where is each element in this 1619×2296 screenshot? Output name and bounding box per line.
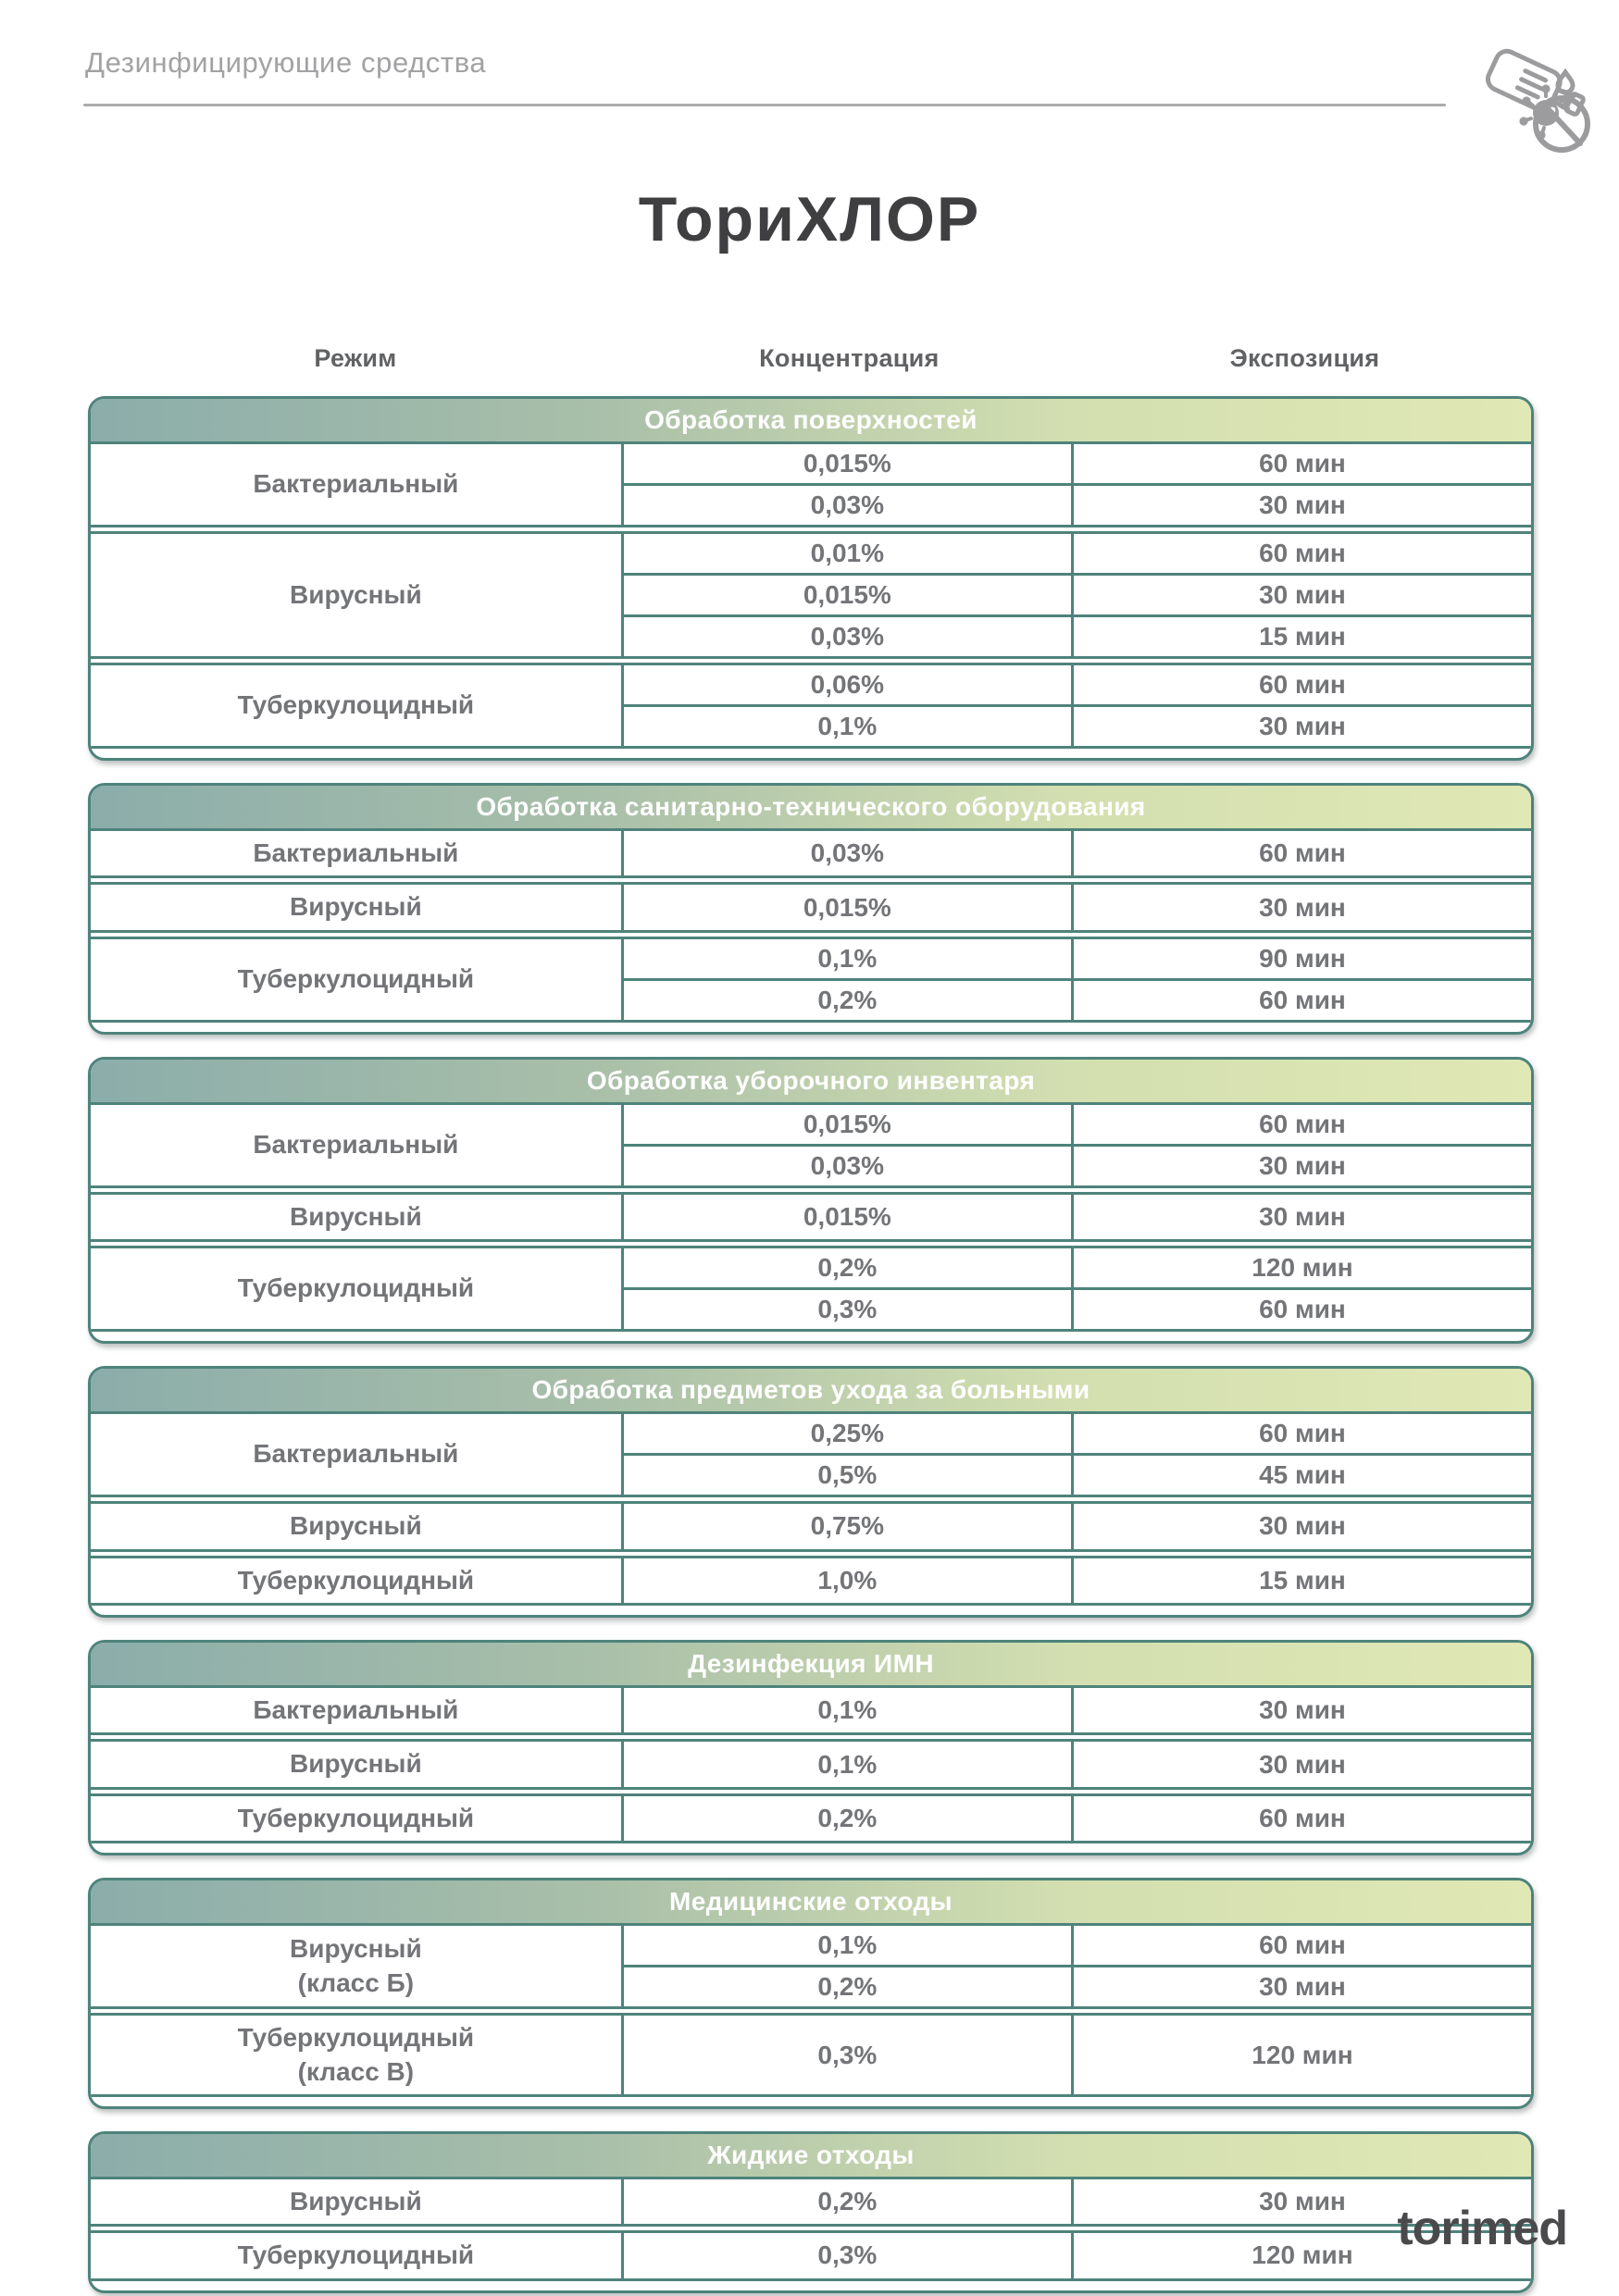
category-label: Дезинфицирующие средства bbox=[85, 46, 487, 79]
table-section-title: Жидкие отходы bbox=[91, 2134, 1531, 2179]
concentration-cell: 0,01% bbox=[624, 534, 1074, 573]
exposure-cell: 15 мин bbox=[1259, 622, 1346, 651]
table-row bbox=[624, 1453, 1531, 1495]
table-row bbox=[624, 665, 1531, 704]
mode-cell bbox=[91, 2016, 624, 2094]
mode-label: Вирусный bbox=[290, 1934, 422, 1964]
concentration-cell: 0,015% bbox=[624, 444, 1074, 483]
mode-cell bbox=[91, 1105, 624, 1185]
exposure-cell: 30 мин bbox=[1259, 1695, 1346, 1725]
mode-rows bbox=[624, 2233, 1531, 2277]
brand-logo: torimed bbox=[1397, 2202, 1567, 2255]
mode-cell bbox=[91, 1414, 624, 1495]
mode-cell bbox=[91, 534, 624, 656]
page-title: ТориХЛОР bbox=[638, 184, 981, 254]
concentration-cell: 0,015% bbox=[624, 1195, 1074, 1239]
mode-cell bbox=[91, 2233, 624, 2277]
concentration-cell: 0,03% bbox=[624, 617, 1074, 656]
table-row bbox=[624, 1558, 1531, 1603]
table-row bbox=[624, 444, 1531, 483]
concentration-cell: 0,1% bbox=[624, 939, 1074, 978]
mode-label: Туберкулоцидный bbox=[237, 1273, 475, 1303]
mode-cell bbox=[91, 1742, 624, 1786]
table-row bbox=[624, 1248, 1531, 1287]
mode-rows bbox=[624, 1926, 1531, 2006]
concentration-cell: 0,03% bbox=[624, 486, 1074, 525]
mode-label: Бактериальный bbox=[253, 1694, 459, 1724]
concentration-cell: 0,3% bbox=[624, 1290, 1074, 1329]
mode-rows bbox=[624, 1504, 1531, 1548]
treatment-table bbox=[88, 1878, 1534, 2109]
mode-group bbox=[91, 1793, 1531, 1843]
concentration-cell: 0,03% bbox=[624, 1147, 1074, 1185]
mode-group bbox=[91, 937, 1531, 1023]
exposure-cell: 30 мин bbox=[1259, 1150, 1346, 1180]
table-section-title: Медицинские отходы bbox=[91, 1880, 1531, 1926]
mode-rows bbox=[624, 885, 1531, 929]
mode-group bbox=[91, 663, 1531, 749]
table-row bbox=[624, 573, 1531, 614]
exposure-cell: 120 мин bbox=[1252, 2240, 1353, 2270]
mode-label: (класс В) bbox=[297, 2056, 415, 2086]
table-row bbox=[624, 1195, 1531, 1239]
table-section-title: Дезинфекция ИМН bbox=[91, 1643, 1531, 1688]
mode-label: (класс Б) bbox=[297, 1967, 415, 1997]
mode-rows bbox=[624, 444, 1531, 525]
table-row bbox=[624, 939, 1531, 978]
mode-group bbox=[91, 1246, 1531, 1332]
mode-rows bbox=[624, 1414, 1531, 1495]
mode-group bbox=[91, 2179, 1531, 2227]
mode-label: Туберкулоцидный bbox=[237, 2240, 475, 2270]
mode-group bbox=[91, 1556, 1531, 1606]
mode-cell bbox=[91, 1926, 624, 2006]
mode-group bbox=[91, 831, 1531, 878]
mode-label: Вирусный bbox=[290, 579, 422, 609]
concentration-cell: 0,03% bbox=[624, 831, 1074, 875]
table-row bbox=[624, 534, 1531, 573]
exposure-cell: 30 мин bbox=[1259, 892, 1346, 922]
mode-label: Вирусный bbox=[290, 1201, 422, 1231]
mode-group bbox=[91, 882, 1531, 932]
exposure-cell: 60 мин bbox=[1259, 1803, 1346, 1832]
mode-group bbox=[91, 1501, 1531, 1551]
column-header-mode: Режим bbox=[314, 344, 397, 372]
bottle-pouring-no-germs-icon bbox=[1470, 20, 1600, 159]
concentration-cell: 0,25% bbox=[624, 1414, 1074, 1453]
mode-label: Бактериальный bbox=[253, 469, 459, 499]
mode-cell bbox=[91, 831, 624, 875]
mode-group bbox=[91, 1688, 1531, 1735]
table-row bbox=[624, 1414, 1531, 1453]
mode-label: Туберкулоцидный bbox=[237, 964, 475, 994]
treatment-table bbox=[88, 783, 1534, 1035]
mode-rows bbox=[624, 2179, 1531, 2224]
mode-group bbox=[91, 1926, 1531, 2009]
exposure-cell: 30 мин bbox=[1259, 1511, 1346, 1541]
mode-cell bbox=[91, 444, 624, 525]
exposure-cell: 30 мин bbox=[1259, 1749, 1346, 1779]
concentration-cell: 0,2% bbox=[624, 1796, 1074, 1841]
table-row bbox=[624, 1796, 1531, 1841]
exposure-cell: 30 мин bbox=[1259, 2187, 1346, 2216]
mode-label: Туберкулоцидный bbox=[237, 1565, 475, 1595]
mode-label: Бактериальный bbox=[253, 838, 459, 867]
table-row bbox=[624, 831, 1531, 875]
concentration-cell: 0,75% bbox=[624, 1504, 1074, 1548]
mode-group bbox=[91, 1105, 1531, 1188]
exposure-cell: 30 мин bbox=[1259, 1201, 1346, 1231]
exposure-cell: 60 мин bbox=[1259, 449, 1346, 478]
concentration-cell: 0,3% bbox=[624, 2016, 1074, 2094]
treatment-table bbox=[88, 1640, 1534, 1855]
mode-rows bbox=[624, 1558, 1531, 1603]
concentration-cell: 1,0% bbox=[624, 1558, 1074, 1603]
concentration-cell: 0,015% bbox=[624, 576, 1074, 614]
mode-group bbox=[91, 1192, 1531, 1242]
exposure-cell: 60 мин bbox=[1259, 1109, 1346, 1138]
mode-rows bbox=[624, 1105, 1531, 1185]
mode-cell bbox=[91, 939, 624, 1020]
concentration-cell: 0,2% bbox=[624, 1967, 1074, 2006]
mode-cell bbox=[91, 1796, 624, 1841]
table-row bbox=[624, 1688, 1531, 1732]
mode-rows bbox=[624, 1248, 1531, 1329]
mode-rows bbox=[624, 2016, 1531, 2094]
table-row bbox=[624, 2179, 1531, 2224]
exposure-cell: 45 мин bbox=[1259, 1460, 1346, 1490]
mode-rows bbox=[624, 831, 1531, 875]
exposure-cell: 30 мин bbox=[1259, 712, 1346, 740]
mode-rows bbox=[624, 1796, 1531, 1841]
table-row bbox=[624, 614, 1531, 656]
table-row bbox=[624, 2233, 1531, 2277]
table-section-title: Обработка поверхностей bbox=[91, 399, 1531, 444]
mode-group bbox=[91, 1414, 1531, 1497]
concentration-cell: 0,5% bbox=[624, 1456, 1074, 1495]
exposure-cell: 90 мин bbox=[1259, 943, 1346, 973]
mode-label: Туберкулоцидный bbox=[237, 1803, 475, 1832]
exposure-cell: 120 мин bbox=[1252, 1253, 1353, 1283]
disinfection-tables bbox=[88, 396, 1534, 2293]
table-section-title: Обработка предметов ухода за больными bbox=[91, 1369, 1531, 1414]
concentration-cell: 0,2% bbox=[624, 1248, 1074, 1287]
exposure-cell: 30 мин bbox=[1259, 580, 1346, 609]
mode-label: Туберкулоцидный bbox=[237, 690, 475, 720]
column-header-concentration: Концентрация bbox=[759, 344, 940, 372]
header-divider bbox=[83, 104, 1446, 106]
mode-label: Вирусный bbox=[290, 892, 422, 922]
table-row bbox=[624, 1287, 1531, 1329]
treatment-table bbox=[88, 396, 1534, 761]
mode-label: Туберкулоцидный bbox=[237, 2023, 475, 2053]
mode-rows bbox=[624, 1688, 1531, 1732]
table-section-title: Обработка санитарно-технического оборудования bbox=[91, 786, 1531, 831]
mode-label: Вирусный bbox=[290, 1511, 422, 1541]
exposure-cell: 30 мин bbox=[1259, 490, 1346, 519]
table-column-headers bbox=[88, 344, 1534, 373]
mode-group bbox=[91, 2013, 1531, 2097]
mode-cell bbox=[91, 1558, 624, 1603]
mode-rows bbox=[624, 1195, 1531, 1239]
mode-label: Вирусный bbox=[290, 2186, 422, 2215]
column-header-exposure: Экспозиция bbox=[1229, 344, 1380, 372]
table-row bbox=[624, 978, 1531, 1020]
mode-rows bbox=[624, 1742, 1531, 1786]
concentration-cell: 0,1% bbox=[624, 1742, 1074, 1786]
concentration-cell: 0,1% bbox=[624, 1926, 1074, 1965]
treatment-table bbox=[88, 1366, 1534, 1618]
exposure-cell: 60 мин bbox=[1259, 985, 1346, 1014]
concentration-cell: 0,1% bbox=[624, 1688, 1074, 1732]
exposure-cell: 120 мин bbox=[1252, 2040, 1353, 2069]
exposure-cell: 60 мин bbox=[1259, 1930, 1346, 1960]
mode-cell bbox=[91, 2179, 624, 2224]
concentration-cell: 0,2% bbox=[624, 981, 1074, 1020]
exposure-cell: 60 мин bbox=[1259, 539, 1346, 567]
mode-rows bbox=[624, 534, 1531, 656]
mode-cell bbox=[91, 1248, 624, 1329]
treatment-table bbox=[88, 2131, 1534, 2293]
table-row bbox=[624, 1742, 1531, 1786]
table-row bbox=[624, 1144, 1531, 1185]
exposure-cell: 60 мин bbox=[1259, 1419, 1346, 1448]
exposure-cell: 60 мин bbox=[1259, 1295, 1346, 1324]
mode-cell bbox=[91, 665, 624, 746]
mode-cell bbox=[91, 885, 624, 929]
mode-label: Бактериальный bbox=[253, 1439, 459, 1469]
mode-label: Вирусный bbox=[290, 1749, 422, 1779]
concentration-cell: 0,06% bbox=[624, 665, 1074, 704]
mode-group bbox=[91, 2230, 1531, 2280]
table-row bbox=[624, 885, 1531, 929]
table-row bbox=[624, 2016, 1531, 2094]
table-row bbox=[624, 704, 1531, 746]
mode-group bbox=[91, 1739, 1531, 1789]
mode-cell bbox=[91, 1688, 624, 1732]
mode-rows bbox=[624, 665, 1531, 746]
exposure-cell: 60 мин bbox=[1259, 838, 1346, 868]
exposure-cell: 60 мин bbox=[1259, 670, 1346, 699]
table-row bbox=[624, 483, 1531, 525]
exposure-cell: 30 мин bbox=[1259, 1972, 1346, 2002]
table-section-title: Обработка уборочного инвентаря bbox=[91, 1060, 1531, 1105]
mode-cell bbox=[91, 1504, 624, 1548]
mode-group bbox=[91, 444, 1531, 527]
concentration-cell: 0,2% bbox=[624, 2179, 1074, 2224]
table-row bbox=[624, 1926, 1531, 1965]
mode-cell bbox=[91, 1195, 624, 1239]
concentration-cell: 0,3% bbox=[624, 2233, 1074, 2277]
mode-label: Бактериальный bbox=[253, 1130, 459, 1160]
table-row bbox=[624, 1965, 1531, 2006]
table-row bbox=[624, 1105, 1531, 1144]
concentration-cell: 0,015% bbox=[624, 1105, 1074, 1144]
table-row bbox=[624, 1504, 1531, 1548]
concentration-cell: 0,1% bbox=[624, 707, 1074, 746]
mode-rows bbox=[624, 939, 1531, 1020]
exposure-cell: 15 мин bbox=[1259, 1565, 1346, 1595]
treatment-table bbox=[88, 1057, 1534, 1344]
concentration-cell: 0,015% bbox=[624, 885, 1074, 929]
mode-group bbox=[91, 531, 1531, 659]
